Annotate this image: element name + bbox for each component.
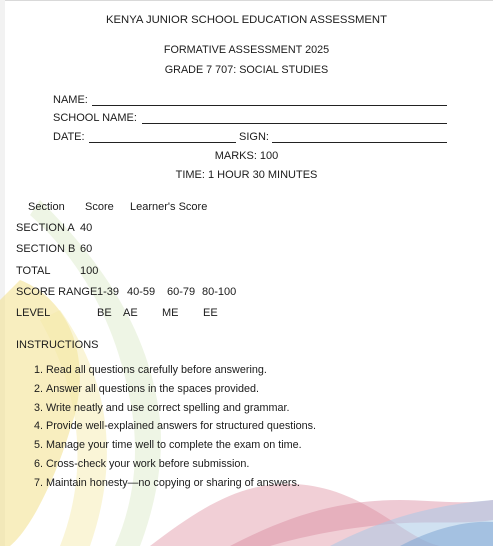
score-range-item: 40-59 (127, 286, 156, 298)
instructions-heading: INSTRUCTIONS (16, 339, 99, 351)
score-row-label: SECTION A (16, 222, 75, 234)
score-header-learner: Learner's Score (130, 201, 208, 213)
instruction-item: 2. Answer all questions in the spaces provided. (46, 380, 316, 399)
level-item: AE (123, 307, 138, 319)
instruction-item: 6. Cross-check your work before submission. (46, 455, 316, 474)
instruction-item: 5. Manage your time well to complete the exam on time. (46, 436, 316, 455)
level-item: ME (162, 307, 179, 319)
score-row-value: 60 (80, 243, 93, 255)
score-range-item: 1-39 (97, 286, 120, 298)
date-label: DATE: (53, 131, 85, 143)
total-marks: MARKS: 100 (214, 150, 279, 162)
name-label: NAME: (53, 94, 88, 106)
score-row-label: TOTAL (16, 265, 51, 277)
exam-grade: GRADE 7 707: SOCIAL STUDIES (164, 64, 329, 76)
exam-title: KENYA JUNIOR SCHOOL EDUCATION ASSESSMENT (105, 14, 387, 26)
instruction-item: 1. Read all questions carefully before answering. (46, 361, 316, 380)
exam-duration: TIME: 1 HOUR 30 MINUTES (175, 169, 318, 181)
score-row-value: 40 (80, 222, 93, 234)
sign-field[interactable] (272, 142, 447, 143)
exam-subtitle: FORMATIVE ASSESSMENT 2025 (163, 44, 330, 56)
name-field[interactable] (92, 105, 447, 106)
score-range-item: 60-79 (167, 286, 196, 298)
sign-label: SIGN: (239, 131, 269, 143)
score-header-score: Score (85, 201, 114, 213)
date-field[interactable] (89, 142, 236, 143)
score-row-label: SECTION B (16, 243, 76, 255)
instruction-item: 3. Write neatly and use correct spelling and grammar. (46, 399, 316, 418)
score-range-item: 80-100 (202, 286, 237, 298)
instructions-list (14, 361, 316, 493)
school-name-label: SCHOOL NAME: (53, 112, 137, 124)
school-name-field[interactable] (142, 123, 447, 124)
level-item: BE (97, 307, 112, 319)
instruction-item: 4. Provide well-explained answers for structured questions. (46, 417, 316, 436)
score-row-value: 100 (80, 265, 99, 277)
level-label: LEVEL (16, 307, 51, 319)
score-range-label: SCORE RANGE (16, 286, 98, 298)
level-item: EE (203, 307, 218, 319)
score-header-section: Section (28, 201, 65, 213)
instruction-item: 7. Maintain honesty—no copying or sharing of answers. (46, 474, 316, 493)
